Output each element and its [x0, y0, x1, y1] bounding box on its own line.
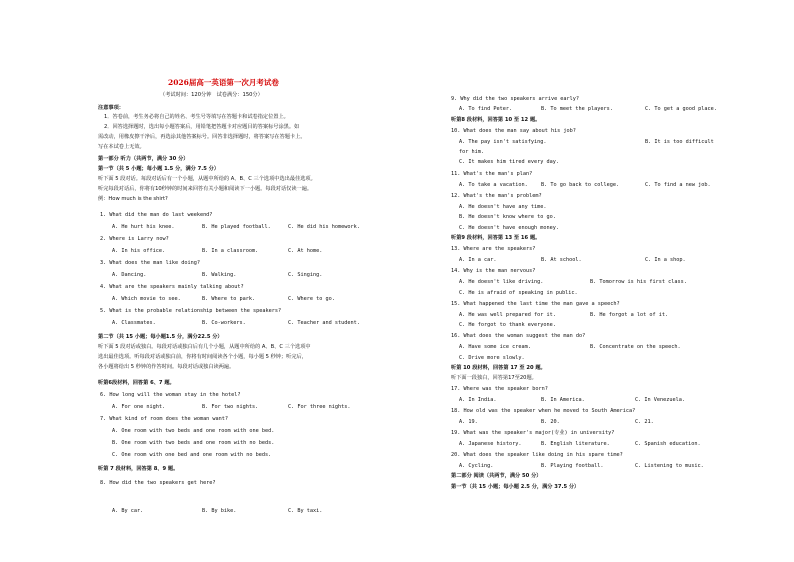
option-a: A. To find Peter.: [459, 106, 513, 112]
option-c: C. It makes him tired every day.: [459, 159, 559, 165]
question-text: 19. What was the speaker's major(专业) in university?: [451, 430, 615, 436]
question-text: 6. How long will the woman stay in the hotel?: [100, 392, 241, 398]
question-text: 12. What's the man's problem?: [451, 193, 542, 199]
part1-sec2-instr: 各小题将给出 5 秒钟的作答时间。每段对话或独白读两遍。: [98, 364, 235, 370]
option-c: C. By taxi.: [288, 508, 323, 514]
option-b: B. Walking.: [202, 272, 237, 278]
option-c: C. One room with one bed and one room with no beds.: [112, 452, 272, 458]
part2-heading: 第二部分 阅读（共两节，满分 50 分）: [451, 473, 542, 479]
option-b: B. He doesn't know where to go.: [459, 214, 556, 220]
part1-sec1-instr: 听下面 5 段对话。每段对话后有一个小题，从题中所给的 A、B、C 三个选项中选出最佳选项。: [98, 176, 316, 182]
option-c: C. Listening to music.: [635, 463, 704, 469]
option-c: C. At home.: [288, 248, 323, 254]
option-a: A. For one night.: [112, 404, 166, 410]
option-a: A. He doesn't like driving.: [459, 279, 544, 285]
option-a: A. By car.: [112, 508, 144, 514]
option-c: C. Drive more slowly.: [459, 355, 525, 361]
option-b: B. Tomorrow is his first class.: [590, 279, 687, 285]
option-b: B. It is too difficult: [645, 139, 714, 145]
option-a: A. In a car.: [459, 257, 497, 263]
question-text: 13. Where are the speakers?: [451, 246, 536, 252]
option-a: A. In India.: [459, 397, 497, 403]
exam-subtitle: （考试时间：120分钟 试卷满分：150分）: [160, 92, 263, 98]
question-text: 4. What are the speakers mainly talking about?: [100, 284, 244, 290]
option-b: B. Co-workers.: [202, 320, 246, 326]
question-text: 10. What does the man say about his job?: [451, 128, 576, 134]
option-a: A. In his office.: [112, 248, 166, 254]
section-cue: 听第 10 段材料，回答第 17 至 20 题。: [451, 365, 546, 371]
option-a: A. One room with two beds and one room with one bed.: [112, 428, 275, 434]
part1-sec2-instr: 听下面 5 段对话或独白。每段对话或独白后有几个小题，从题中所给的 A、B、C 三个选项中: [98, 344, 311, 350]
option-c: C. Where to go.: [288, 296, 335, 302]
notice-line: 1．答卷前，考生务必将自己的姓名、考生号等填写在答题卡和试卷指定位置上。: [104, 114, 289, 120]
section-cue-sub: 听下面一段独白，回答第17至20题。: [451, 375, 537, 381]
option-b: B. Playing football.: [541, 463, 604, 469]
option-c: C. He doesn't have enough money.: [459, 225, 559, 231]
question-text: 9. Why did the two speakers arrive early?: [451, 96, 580, 102]
option-c: C. In Venezuela.: [635, 397, 685, 403]
option-b: B. In a classroom.: [202, 248, 259, 254]
part1-sec1-instr: 听完每段对话后，你将有10秒钟的时间来回答有关小题和阅读下一小题。每段对话仅读一遍。: [98, 186, 313, 192]
notice-heading: 注意事项：: [98, 105, 124, 111]
option-b: B. In America.: [541, 397, 585, 403]
option-c: C. Singing.: [288, 272, 323, 278]
option-b: B. Where to park.: [202, 296, 256, 302]
option-c: C. He is afraid of speaking in public.: [459, 290, 578, 296]
option-b: B. He played football.: [202, 224, 271, 230]
question-text: 11. What's the man's plan?: [451, 171, 533, 177]
option-c: C. He did his homework.: [288, 224, 360, 230]
question-text: 20. What does the speaker like doing in his spare time?: [451, 452, 623, 458]
option-c: C. In a shop.: [645, 257, 686, 263]
exam-title: 2026届高一英语第一次月考试卷: [168, 78, 279, 87]
option-a: A. 19.: [459, 419, 478, 425]
question-text: 15. What happened the last time the man gave a speech?: [451, 301, 620, 307]
section-cue: 听第8 段材料，回答第 10 至 12 题。: [451, 117, 541, 123]
option-c: C. Spanish education.: [635, 441, 701, 447]
part1-sec1-instr: 例：How much is the shirt?: [98, 196, 168, 202]
question-text: 18. How old was the speaker when he moved to South America?: [451, 408, 636, 414]
part1-sec2-heading: 第二节（共 15 小题；每小题1.5 分，满分22.5 分）: [98, 334, 223, 340]
question-text: 1. What did the man do last weekend?: [100, 212, 213, 218]
part1-sec2-instr: 选出最佳选项。听每段对话或独白前，你将有时间阅读各个小题，每小题 5 秒钟；听完后，: [98, 354, 307, 360]
question-text: 17. Where was the speaker born?: [451, 386, 548, 392]
option-a: A. He hurt his knee.: [112, 224, 175, 230]
option-c: C. For three nights.: [288, 404, 351, 410]
option-c: C. To get a good place.: [645, 106, 717, 112]
option-a: A. Classmates.: [112, 320, 156, 326]
option-b: B. At school.: [541, 257, 582, 263]
option-c: C. He forgot to thank everyone.: [459, 322, 556, 328]
option-a: A. Dancing.: [112, 272, 147, 278]
part1-sec1-heading: 第一节（共 5 小题；每小题 1.5 分，满分 7.5 分）: [98, 166, 220, 172]
option-a: A. To take a vacation.: [459, 182, 528, 188]
question-text: 2. Where is Larry now?: [100, 236, 169, 242]
option-c: C. To find a new job.: [645, 182, 711, 188]
part1-heading: 第一部分 听力（共两节，满分 30 分）: [98, 156, 189, 162]
part2-sec1-heading: 第一节（共 15 小题；每小题 2.5 分，满分 37.5 分）: [451, 484, 580, 490]
question-text: 3. What does the man like doing?: [100, 260, 200, 266]
option-b: B. One room with two beds and one room with no beds.: [112, 440, 275, 446]
option-b: B. By bike.: [202, 508, 237, 514]
section-cue: 听第9 段材料，回答第 13 至 16 题。: [451, 235, 541, 241]
question-text: 7. What kind of room does the woman want?: [100, 416, 229, 422]
option-c: C. Teacher and student.: [288, 320, 360, 326]
section-cue: 听第6段材料，回答第 6、7 题。: [98, 380, 175, 386]
option-b: B. 20.: [541, 419, 560, 425]
question-text: 14. Why is the man nervous?: [451, 268, 536, 274]
option-b: B. Concentrate on the speech.: [590, 344, 681, 350]
notice-line: 需改动，用橡皮擦干净后，再选涂其他答案标号。回答非选择题时，将答案写在答题卡上。: [98, 134, 306, 140]
option-b: B. For two nights.: [202, 404, 259, 410]
option-a: A. Which movie to see.: [112, 296, 181, 302]
option-b: B. To meet the players.: [541, 106, 613, 112]
option-a: A. Japanese history.: [459, 441, 522, 447]
option-c: C. 21.: [635, 419, 654, 425]
option-a: A. Have some ice cream.: [459, 344, 531, 350]
option-b: B. To go back to college.: [541, 182, 620, 188]
question-text: 16. What does the woman suggest the man do?: [451, 333, 586, 339]
section-cue: 听第 7 段材料，回答第 8、9 题。: [98, 466, 179, 472]
option-b-cont: for him.: [459, 149, 484, 155]
option-a: A. Cycling.: [459, 463, 494, 469]
notice-line: 2．回答选择题时，选出每小题答案后，用铅笔把答题卡对应题目的答案标号涂黑。如: [104, 124, 300, 130]
option-a: A. He was well prepared for it.: [459, 312, 556, 318]
option-b: B. English literature.: [541, 441, 610, 447]
question-text: 8. How did the two speakers get here?: [100, 480, 216, 486]
option-a: A. He doesn't have any time.: [459, 204, 547, 210]
notice-line: 写在本试卷上无效。: [98, 144, 145, 150]
option-a: A. The pay isn't satisfying.: [459, 139, 547, 145]
option-b: B. He forgot a lot of it.: [590, 312, 669, 318]
question-text: 5. What is the probable relationship between the speakers?: [100, 308, 282, 314]
